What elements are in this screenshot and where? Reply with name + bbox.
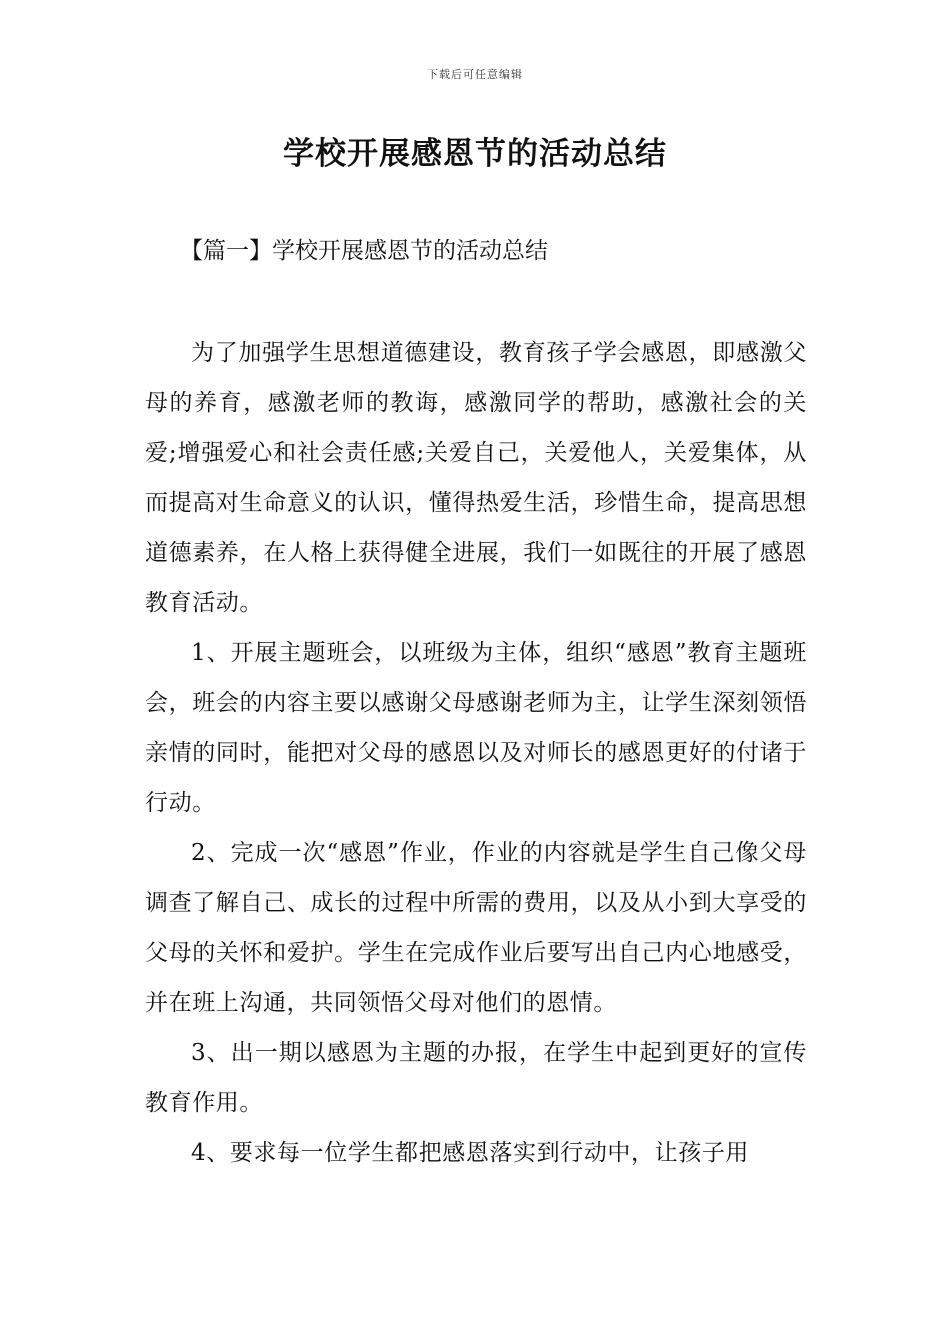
paragraph-intro: 为了加强学生思想道德建设，教育孩子学会感恩，即感激父母的养育，感激老师的教诲，感激同学的帮助，感激社会的关爱;增强爱心和社会责任感;关爱自己，关爱他人，关爱集体，从而提高对生命意义的认识，懂得热爱生活，珍惜生命，提高思想道德素养，在人格上获得健全进展，我们一如既往的开展了感恩教育活动。 xyxy=(145,340,807,616)
body-text xyxy=(145,328,807,1178)
paragraph-item-1: 1、开展主题班会，以班级为主体，组织“感恩”教育主题班会，班会的内容主要以感谢父母感谢老师为主，让学生深刻领悟亲情的同时，能把对父母的感恩以及对师长的感恩更好的付诸于行动。 xyxy=(145,640,807,816)
paragraph-item-4: 4、要求每一位学生都把感恩落实到行动中，让孩子用 xyxy=(191,1140,750,1166)
paragraph-item-2: 2、完成一次“感恩”作业，作业的内容就是学生自己像父母调查了解自己、成长的过程中所需的费用，以及从小到大享受的父母的关怀和爱护。学生在完成作业后要写出自己内心地感受，并在班上沟通，共同领悟父母对他们的恩情。 xyxy=(145,840,807,1016)
section-heading: 【篇一】学校开展感恩节的活动总结 xyxy=(180,238,548,264)
header-note: 下载后可任意编辑 xyxy=(427,68,523,81)
paragraph-item-3: 3、出一期以感恩为主题的办报，在学生中起到更好的宣传教育作用。 xyxy=(145,1040,807,1116)
document-title: 学校开展感恩节的活动总结 xyxy=(283,136,667,172)
